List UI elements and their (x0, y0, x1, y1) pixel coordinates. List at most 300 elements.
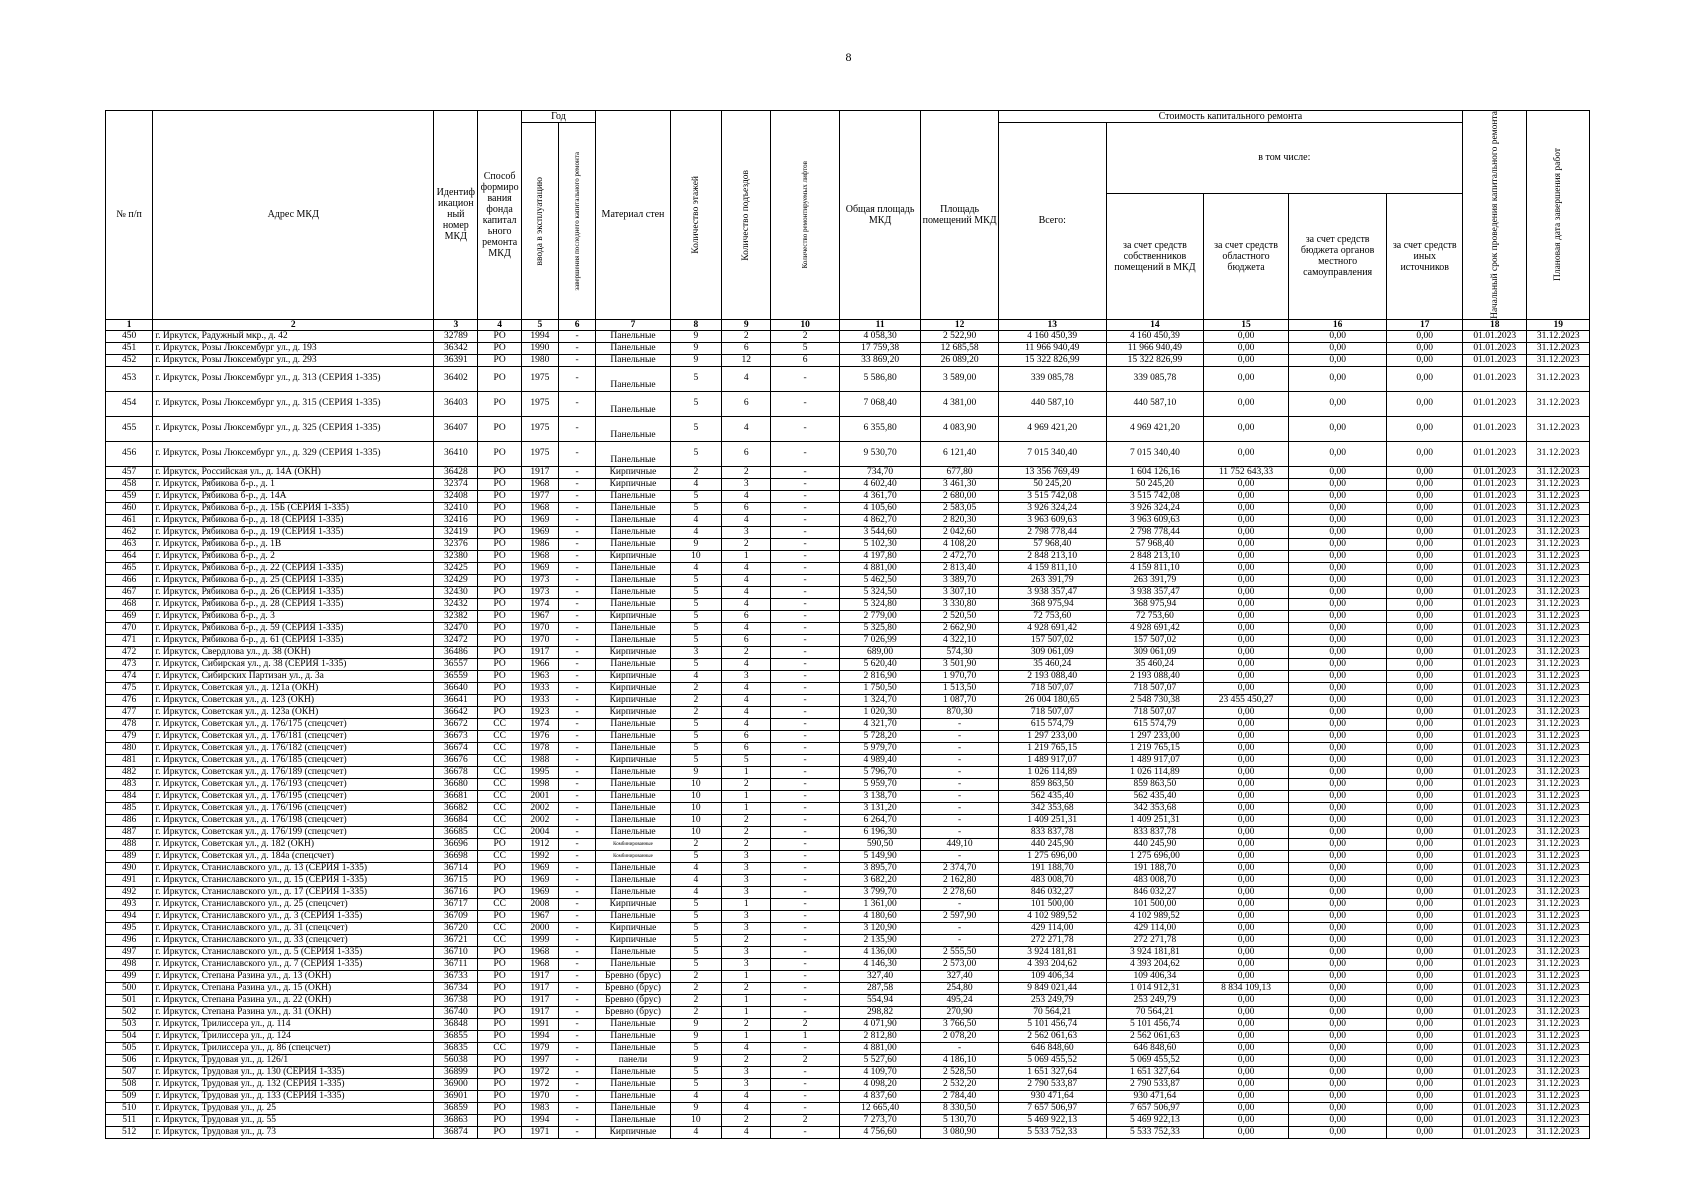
table-cell: 0,00 (1288, 778, 1387, 790)
table-cell: 3 (722, 526, 771, 538)
table-cell: 1 361,00 (839, 898, 921, 910)
table-cell: Кирпичные (596, 610, 670, 622)
table-cell: 4 837,60 (839, 1090, 921, 1102)
table-cell: г. Иркутск, Рябикова б-р., д. 22 (СЕРИЯ 1-335) (153, 562, 434, 574)
table-cell: 3 (722, 958, 771, 970)
table-cell: 0,00 (1204, 826, 1289, 838)
table-cell: - (771, 910, 839, 922)
table-cell: 109 406,34 (1106, 970, 1204, 982)
table-cell: 1972 (521, 1078, 558, 1090)
table-cell: 483 008,70 (998, 874, 1106, 886)
table-cell: 5 462,50 (839, 574, 921, 586)
table-cell: 1 (722, 994, 771, 1006)
table-cell: 490 (106, 862, 153, 874)
table-row (106, 694, 1590, 706)
table-cell: 0,00 (1387, 550, 1463, 562)
table-cell: - (771, 598, 839, 610)
table-cell: 0,00 (1387, 670, 1463, 682)
table-cell: 469 (106, 610, 153, 622)
table-cell: 9 (670, 342, 721, 354)
table-cell: 0,00 (1204, 778, 1289, 790)
table-cell: 36410 (434, 441, 478, 466)
table-cell: 0,00 (1288, 354, 1387, 366)
table-cell: 474 (106, 670, 153, 682)
table-cell: 1969 (521, 526, 558, 538)
table-cell: 1 (722, 766, 771, 778)
table-cell: 503 (106, 1018, 153, 1030)
table-cell: 0,00 (1387, 1054, 1463, 1066)
table-cell: 481 (106, 754, 153, 766)
table-cell: 01.01.2023 (1463, 1030, 1527, 1042)
table-cell: 0,00 (1288, 1030, 1387, 1042)
table-cell: г. Иркутск, Станиславского ул., д. 33 (спецсчет) (153, 934, 434, 946)
table-cell: Кирпичные (596, 670, 670, 682)
table-cell: 0,00 (1204, 490, 1289, 502)
table-cell: 0,00 (1387, 658, 1463, 670)
table-cell: 505 (106, 1042, 153, 1054)
table-row (106, 766, 1590, 778)
table-cell: 01.01.2023 (1463, 550, 1527, 562)
table-row (106, 850, 1590, 862)
table-cell: - (771, 550, 839, 562)
table-cell: РО (478, 682, 521, 694)
table-cell: 1 324,70 (839, 694, 921, 706)
table-cell: Панельные (596, 658, 670, 670)
table-cell: г. Иркутск, Станиславского ул., д. 7 (СЕРИЯ 1-335) (153, 958, 434, 970)
table-cell: 465 (106, 562, 153, 574)
table-cell: 32429 (434, 574, 478, 586)
table-cell: 70 564,21 (998, 1006, 1106, 1018)
table-cell: 473 (106, 658, 153, 670)
table-cell: 7 026,99 (839, 634, 921, 646)
table-cell: 0,00 (1204, 478, 1289, 490)
table-cell: 0,00 (1387, 538, 1463, 550)
table-row (106, 826, 1590, 838)
table-cell: 31.12.2023 (1527, 802, 1590, 814)
table-cell: РО (478, 694, 521, 706)
table-cell: 833 837,78 (998, 826, 1106, 838)
table-cell: СС (478, 922, 521, 934)
table-cell: 01.01.2023 (1463, 598, 1527, 610)
table-cell: 462 (106, 526, 153, 538)
table-cell: 70 564,21 (1106, 1006, 1204, 1018)
table-cell: 3 389,70 (921, 574, 999, 586)
table-cell: 1 026 114,89 (998, 766, 1106, 778)
table-cell: - (771, 574, 839, 586)
table-cell: 5 728,20 (839, 730, 921, 742)
header-year-last-repair: завершения последнего капитального ремонта (558, 123, 595, 320)
table-cell: 6 (722, 634, 771, 646)
table-cell: 0,00 (1387, 478, 1463, 490)
table-cell: г. Иркутск, Рябикова б-р., д. 1В (153, 538, 434, 550)
table-cell: 3 (722, 1066, 771, 1078)
table-cell: 1975 (521, 441, 558, 466)
table-row (106, 391, 1590, 416)
table-cell: 5 (670, 610, 721, 622)
table-cell: 5 (670, 946, 721, 958)
table-cell: 3 (722, 886, 771, 898)
table-cell: - (771, 694, 839, 706)
table-cell: 1 087,70 (921, 694, 999, 706)
table-cell: РО (478, 342, 521, 354)
table-cell: 0,00 (1387, 586, 1463, 598)
table-cell: 31.12.2023 (1527, 586, 1590, 598)
table-cell: 0,00 (1387, 1078, 1463, 1090)
table-cell: г. Иркутск, Сибирских Партизан ул., д. 3а (153, 670, 434, 682)
table-cell: 0,00 (1387, 622, 1463, 634)
table-cell: 0,00 (1204, 1066, 1289, 1078)
table-cell: - (558, 1066, 595, 1078)
table-cell: 342 353,68 (1106, 802, 1204, 814)
table-cell: 1969 (521, 886, 558, 898)
table-cell: 1 750,50 (839, 682, 921, 694)
table-cell: 36696 (434, 838, 478, 850)
table-cell: 01.01.2023 (1463, 441, 1527, 466)
table-cell: - (921, 850, 999, 862)
table-cell: 1 (722, 790, 771, 802)
table-cell: г. Иркутск, Станиславского ул., д. 25 (спецсчет) (153, 898, 434, 910)
table-cell: 6 (771, 354, 839, 366)
table-cell: - (771, 718, 839, 730)
table-cell: 31.12.2023 (1527, 754, 1590, 766)
table-cell: 10 (670, 814, 721, 826)
table-cell: 31.12.2023 (1527, 910, 1590, 922)
table-cell: - (558, 718, 595, 730)
table-cell: - (558, 478, 595, 490)
table-cell: 109 406,34 (998, 970, 1106, 982)
table-cell: 2 374,70 (921, 862, 999, 874)
table-cell: 5 130,70 (921, 1114, 999, 1126)
table-cell: 429 114,00 (1106, 922, 1204, 934)
table-cell: - (921, 934, 999, 946)
table-cell: 0,00 (1204, 874, 1289, 886)
table-cell: 32410 (434, 502, 478, 514)
table-cell: г. Иркутск, Свердлова ул., д. 38 (ОКН) (153, 646, 434, 658)
table-cell: СС (478, 850, 521, 862)
table-cell: 2 820,30 (921, 514, 999, 526)
table-cell: 2 (670, 970, 721, 982)
table-row (106, 754, 1590, 766)
table-cell: Панельные (596, 330, 670, 342)
table-cell: 4 146,30 (839, 958, 921, 970)
table-cell: 0,00 (1387, 790, 1463, 802)
table-cell: г. Иркутск, Трилиссера ул., д. 86 (спецсчет) (153, 1042, 434, 1054)
table-cell: РО (478, 586, 521, 598)
table-cell: 0,00 (1288, 622, 1387, 634)
table-row (106, 622, 1590, 634)
table-cell: 31.12.2023 (1527, 526, 1590, 538)
table-cell: 4 322,10 (921, 634, 999, 646)
table-cell: - (771, 922, 839, 934)
table-cell: 498 (106, 958, 153, 970)
table-cell: 0,00 (1387, 718, 1463, 730)
table-cell: Панельные (596, 538, 670, 550)
table-cell: 508 (106, 1078, 153, 1090)
page-number: 8 (845, 50, 852, 64)
table-cell: - (558, 502, 595, 514)
table-cell: 0,00 (1288, 790, 1387, 802)
table-cell: - (558, 1018, 595, 1030)
table-cell: 36710 (434, 946, 478, 958)
header-cost-group: Стоимость капитального ремонта (998, 111, 1462, 123)
table-cell: 1967 (521, 910, 558, 922)
table-cell: - (921, 742, 999, 754)
header-total: Всего: (998, 123, 1106, 320)
table-cell: 2 813,40 (921, 562, 999, 574)
table-cell: - (771, 366, 839, 391)
table-cell: 3 963 609,63 (1106, 514, 1204, 526)
table-cell: РО (478, 1090, 521, 1102)
table-cell: Кирпичные (596, 694, 670, 706)
table-cell: 2 193 088,40 (998, 670, 1106, 682)
table-cell: 0,00 (1288, 682, 1387, 694)
repair-table (105, 110, 1590, 1139)
table-cell: 1 (722, 550, 771, 562)
table-cell: 5 (670, 574, 721, 586)
table-cell: - (771, 802, 839, 814)
table-cell: 31.12.2023 (1527, 574, 1590, 586)
table-cell: 4 928 691,42 (1106, 622, 1204, 634)
table-cell: - (558, 826, 595, 838)
table-cell: 72 753,60 (998, 610, 1106, 622)
table-row (106, 550, 1590, 562)
table-cell: 470 (106, 622, 153, 634)
table-cell: 0,00 (1204, 706, 1289, 718)
table-cell: 3 799,70 (839, 886, 921, 898)
table-cell: - (558, 598, 595, 610)
table-cell: 01.01.2023 (1463, 1102, 1527, 1114)
table-cell: - (558, 1006, 595, 1018)
table-cell: РО (478, 1126, 521, 1138)
table-cell: 4 321,70 (839, 718, 921, 730)
header-owners: за счет средств собственников помещений в МКД (1106, 193, 1204, 319)
table-cell: 0,00 (1387, 730, 1463, 742)
table-cell: РО (478, 354, 521, 366)
table-cell: 1973 (521, 574, 558, 586)
table-cell: - (558, 730, 595, 742)
table-cell: г. Иркутск, Советская ул., д. 176/193 (спецсчет) (153, 778, 434, 790)
table-cell: 480 (106, 742, 153, 754)
table-cell: РО (478, 634, 521, 646)
table-cell: 1 (722, 970, 771, 982)
table-cell: 2008 (521, 898, 558, 910)
table-row (106, 586, 1590, 598)
table-cell: 5 979,70 (839, 742, 921, 754)
table-cell: 0,00 (1387, 694, 1463, 706)
table-cell: 272 271,78 (1106, 934, 1204, 946)
table-cell: - (921, 1042, 999, 1054)
table-cell: 4 862,70 (839, 514, 921, 526)
table-cell: - (558, 342, 595, 354)
table-cell: 0,00 (1204, 658, 1289, 670)
table-cell: СС (478, 718, 521, 730)
table-cell: 2 562 061,63 (998, 1030, 1106, 1042)
table-cell: 0,00 (1288, 982, 1387, 994)
table-cell: 31.12.2023 (1527, 1102, 1590, 1114)
column-number: 1 (106, 319, 153, 330)
table-cell: 495 (106, 922, 153, 934)
table-cell: 468 (106, 598, 153, 610)
table-cell: 0,00 (1288, 366, 1387, 391)
table-row (106, 658, 1590, 670)
table-cell: 31.12.2023 (1527, 922, 1590, 934)
table-cell: 4 (670, 478, 721, 490)
table-cell: 6 (722, 610, 771, 622)
table-row (106, 802, 1590, 814)
table-cell: 4 (722, 416, 771, 441)
table-cell: 2 (722, 838, 771, 850)
table-cell: 36342 (434, 342, 478, 354)
table-cell: 4 108,20 (921, 538, 999, 550)
table-cell: 5 959,70 (839, 778, 921, 790)
table-cell: 6 (722, 342, 771, 354)
table-cell: 4 (722, 1090, 771, 1102)
table-cell: 0,00 (1288, 634, 1387, 646)
table-cell: 3 461,30 (921, 478, 999, 490)
table-cell: 72 753,60 (1106, 610, 1204, 622)
table-cell: 6 355,80 (839, 416, 921, 441)
table-cell: 0,00 (1288, 658, 1387, 670)
table-cell: 5 (670, 416, 721, 441)
table-cell: 31.12.2023 (1527, 898, 1590, 910)
table-cell: 36698 (434, 850, 478, 862)
column-number: 14 (1106, 319, 1204, 330)
table-cell: 01.01.2023 (1463, 502, 1527, 514)
table-cell: - (771, 416, 839, 441)
table-cell: 2 (722, 826, 771, 838)
table-cell: 930 471,64 (1106, 1090, 1204, 1102)
table-cell: 32376 (434, 538, 478, 550)
table-cell: 1 970,70 (921, 670, 999, 682)
table-cell: 492 (106, 886, 153, 898)
table-cell: 0,00 (1204, 670, 1289, 682)
table-cell: 36642 (434, 706, 478, 718)
table-cell: - (558, 354, 595, 366)
table-cell: 3 080,90 (921, 1126, 999, 1138)
table-cell: - (558, 1042, 595, 1054)
table-cell: 0,00 (1204, 342, 1289, 354)
table-cell: 489 (106, 850, 153, 862)
table-cell: СС (478, 814, 521, 826)
table-cell: - (558, 514, 595, 526)
table-cell: 36673 (434, 730, 478, 742)
table-cell: 4 (670, 874, 721, 886)
table-cell: - (771, 814, 839, 826)
table-cell: 501 (106, 994, 153, 1006)
table-cell: 32789 (434, 330, 478, 342)
table-cell: 3 682,20 (839, 874, 921, 886)
table-cell: 309 061,09 (1106, 646, 1204, 658)
table-row (106, 466, 1590, 478)
table-cell: 0,00 (1288, 1102, 1387, 1114)
table-cell: 0,00 (1204, 742, 1289, 754)
table-row (106, 742, 1590, 754)
table-cell: 36721 (434, 934, 478, 946)
table-cell: 1 651 327,64 (1106, 1066, 1204, 1078)
table-row (106, 934, 1590, 946)
table-cell: 5 (670, 934, 721, 946)
column-number: 19 (1527, 319, 1590, 330)
table-cell: 7 015 340,40 (998, 441, 1106, 466)
table-cell: 11 966 940,49 (1106, 342, 1204, 354)
table-cell: 5 620,40 (839, 658, 921, 670)
column-number: 17 (1387, 319, 1463, 330)
table-cell: 4 159 811,10 (1106, 562, 1204, 574)
table-cell: 4 989,40 (839, 754, 921, 766)
table-cell: 5 (670, 598, 721, 610)
table-cell: Кирпичные (596, 922, 670, 934)
table-cell: РО (478, 562, 521, 574)
table-cell: 31.12.2023 (1527, 730, 1590, 742)
table-cell: 0,00 (1387, 898, 1463, 910)
table-cell: 157 507,02 (998, 634, 1106, 646)
table-cell: 1977 (521, 490, 558, 502)
table-cell: - (771, 1042, 839, 1054)
table-cell: Панельные (596, 886, 670, 898)
table-cell: 1973 (521, 586, 558, 598)
table-cell: 0,00 (1204, 1090, 1289, 1102)
table-cell: Кирпичные (596, 898, 670, 910)
table-cell: Панельные (596, 1078, 670, 1090)
table-row (106, 874, 1590, 886)
table-cell: - (771, 634, 839, 646)
table-cell: 859 863,50 (1106, 778, 1204, 790)
table-cell: 0,00 (1387, 922, 1463, 934)
table-cell: 368 975,94 (998, 598, 1106, 610)
table-cell: 01.01.2023 (1463, 391, 1527, 416)
table-cell: - (771, 1006, 839, 1018)
table-cell: 31.12.2023 (1527, 622, 1590, 634)
table-row (106, 342, 1590, 354)
table-cell: 0,00 (1288, 1114, 1387, 1126)
table-cell: 2 (771, 330, 839, 342)
table-cell: 2002 (521, 814, 558, 826)
table-cell: 2 (670, 466, 721, 478)
table-cell: 6 (722, 441, 771, 466)
table-cell: 485 (106, 802, 153, 814)
table-cell: г. Иркутск, Рябикова б-р., д. 25 (СЕРИЯ 1-335) (153, 574, 434, 586)
table-cell: 31.12.2023 (1527, 646, 1590, 658)
table-cell: 1933 (521, 694, 558, 706)
table-cell: г. Иркутск, Советская ул., д. 184а (спецсчет) (153, 850, 434, 862)
table-cell: - (558, 441, 595, 466)
table-cell: 496 (106, 934, 153, 946)
table-cell: 01.01.2023 (1463, 658, 1527, 670)
table-cell: 3 766,50 (921, 1018, 999, 1030)
table-cell: - (558, 838, 595, 850)
table-cell: - (558, 754, 595, 766)
table-cell: - (771, 826, 839, 838)
table-cell: 0,00 (1387, 354, 1463, 366)
table-cell: 486 (106, 814, 153, 826)
table-cell: 5 (670, 1042, 721, 1054)
table-cell: 1 (771, 1030, 839, 1042)
table-cell: 15 322 826,99 (998, 354, 1106, 366)
table-cell: - (771, 646, 839, 658)
table-cell: 2 573,00 (921, 958, 999, 970)
table-cell: 2 790 533,87 (998, 1078, 1106, 1090)
table-cell: г. Иркутск, Рябикова б-р., д. 2 (153, 550, 434, 562)
table-cell: Панельные (596, 391, 670, 416)
table-cell: Кирпичные (596, 754, 670, 766)
table-cell: 9 (670, 1054, 721, 1066)
table-cell: 4 136,00 (839, 946, 921, 958)
table-cell: СС (478, 802, 521, 814)
table-cell: 450 (106, 330, 153, 342)
header-year-group: Год (521, 111, 595, 123)
table-cell: 2 (722, 646, 771, 658)
table-cell: - (558, 1090, 595, 1102)
